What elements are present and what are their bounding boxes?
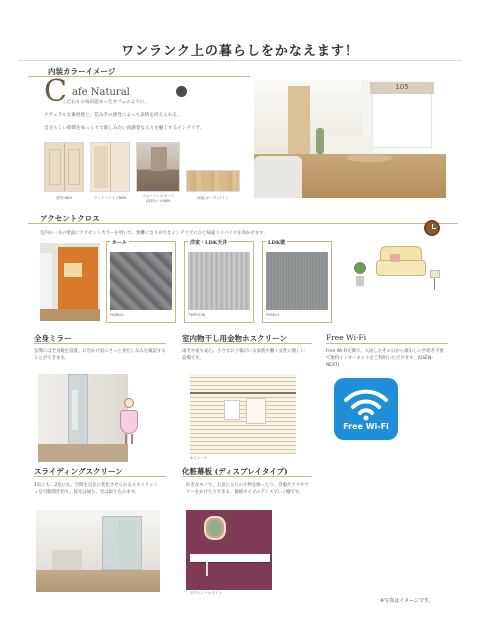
accent-sample-title-2: 洋室・LDK天井 xyxy=(190,240,228,246)
footnote: ※写真はイメージです。 xyxy=(380,598,434,604)
material-label-1: 建具:NB9 xyxy=(56,196,72,200)
material-label-4: 床板(オーク)ライト xyxy=(197,196,229,200)
interior-desc-3: 自分らしい時間をゆっくりで楽しみたい真感覚な人々を魅了するインテリア。 xyxy=(44,126,205,131)
accent-sample-title-1: ホール xyxy=(112,240,127,246)
display-caption: ダクトレールライト xyxy=(190,591,223,595)
wifi-rule xyxy=(326,343,448,344)
accent-room-photo xyxy=(40,243,100,321)
sliding-rule xyxy=(34,476,166,477)
sliding-title: スライディングスクリーン xyxy=(34,467,123,476)
style-dot-icon xyxy=(176,86,187,97)
accent-heading: アクセントクロス xyxy=(40,214,100,223)
material-label-2: ウッドハイドブNB9 xyxy=(93,196,127,200)
sliding-photo xyxy=(36,510,160,592)
lamp-illustration xyxy=(430,270,440,290)
material-swatch-floorboard xyxy=(186,170,240,192)
drying-desc: 雨天や夜も安心。小さなお子様がいる家族や働く女性に嬉しい設備です。 xyxy=(182,349,305,361)
accent-sample-swatch-3 xyxy=(266,252,328,310)
accent-sample-code-2: TWP2238 xyxy=(188,313,206,317)
material-label-3: フローリングボード (床材)シカNB9 xyxy=(141,194,175,203)
page-title: ワンランク上の暮らしをかなえます！ xyxy=(121,44,359,59)
style-rest: afe Natural xyxy=(72,87,130,98)
wifi-desc: Free Wi-Fi完備で、入居したその日から煩わしい手続き不要で無料インターネットをご利用いただけます。(USEN-NEXT) xyxy=(326,349,444,368)
drying-photo xyxy=(190,374,296,454)
girl-illustration xyxy=(116,398,142,448)
mirror-photo xyxy=(38,374,128,462)
style-initial: C xyxy=(44,74,67,109)
room-photo xyxy=(254,80,446,198)
mirror-rule xyxy=(34,343,166,344)
drying-caption: ※イメージ xyxy=(190,456,208,460)
drying-rule xyxy=(182,343,312,344)
wifi-badge xyxy=(334,378,398,440)
display-desc: 好きなモノで、お気に入りの小物を飾ったり、洋服やアクセサリーをかけたりできる、幕板タイプのディスプレイ棚です。 xyxy=(186,483,309,495)
drying-title: 室内物干し用金物ホスクリーン xyxy=(182,334,287,343)
display-title: 化粧幕板 (ディスプレイタイプ) xyxy=(182,467,288,476)
interior-heading: 内装カラーイメージ xyxy=(48,67,116,76)
room-number-tag xyxy=(370,82,434,94)
display-photo xyxy=(186,510,272,590)
accent-sample-swatch-2 xyxy=(188,252,250,310)
wifi-icon xyxy=(334,382,398,422)
clock-icon xyxy=(424,220,440,236)
display-rule xyxy=(182,476,312,477)
plant-illustration xyxy=(352,262,368,288)
sliding-desc: 1室にも、2室にも。空間を自在に変化させられるスタイリッシュな可動間仕切り。採光は通り、光は取り込みます。 xyxy=(34,483,158,495)
accent-sample-swatch-1 xyxy=(110,252,172,310)
sofa-illustration xyxy=(376,246,426,284)
wifi-title: Free Wi-Fi xyxy=(326,333,367,342)
accent-sample-title-3: LDK壁 xyxy=(268,240,286,246)
accent-sample-code-3: FE6612 xyxy=(266,313,280,317)
accent-sample-code-1: FE6610 xyxy=(110,313,124,317)
wifi-badge-label: Free Wi-Fi xyxy=(343,422,389,431)
room-number: 105 xyxy=(395,83,409,91)
interior-desc-1: こだわりの毎が語まったカフェのように、 xyxy=(62,100,150,105)
mirror-desc: 玄関には全身鏡を設置。お出かけ前にさっと身だしなみを確認することができます。 xyxy=(34,349,166,361)
material-swatch-floor-room xyxy=(136,142,180,192)
title-rule xyxy=(18,60,462,61)
mirror-title: 全身ミラー xyxy=(34,334,72,343)
material-swatch-closet xyxy=(90,142,130,192)
material-swatch-door xyxy=(44,142,84,192)
accent-desc: 室内の一方の壁面にアクセントカラーを用いて、無難になりがちなインテリアにひと味違うスパイスを効かせます。 xyxy=(40,231,268,236)
interior-desc-2: ナチュラルな素材感と、佳み手の感性によって表情を持えられる。 xyxy=(44,113,182,118)
